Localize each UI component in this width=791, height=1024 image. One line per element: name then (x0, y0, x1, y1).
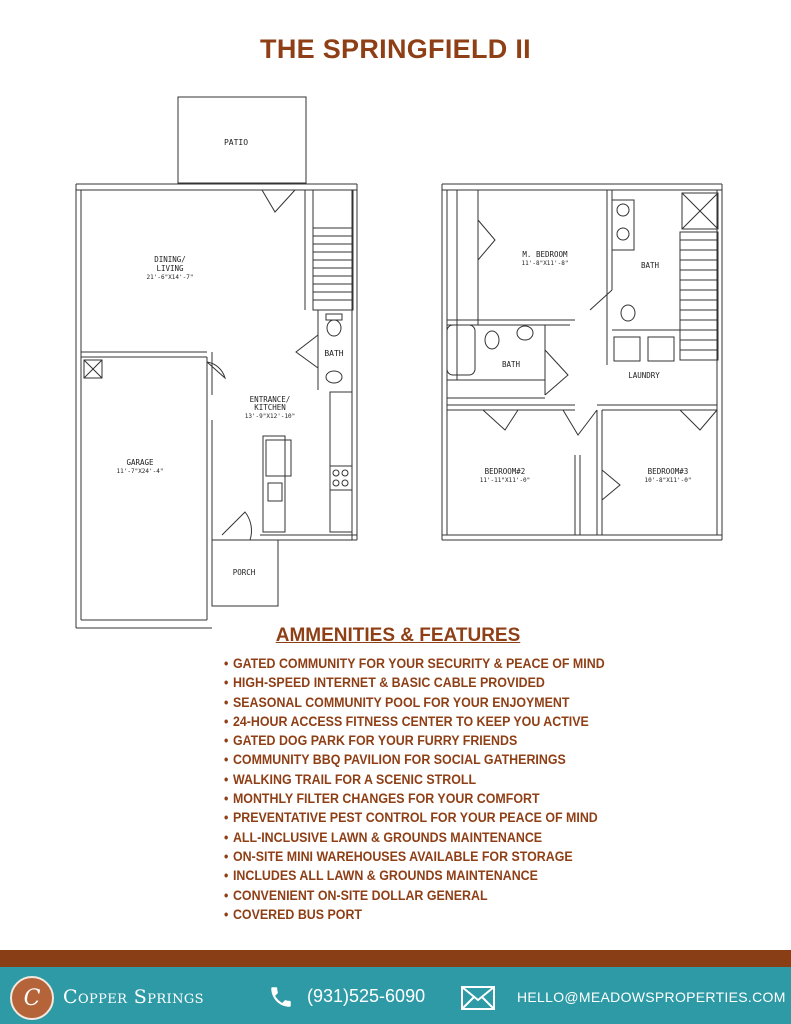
page-title: THE SPRINGFIELD II (260, 34, 531, 64)
phone-icon (268, 984, 294, 1010)
garage-size: 11'-7"X24'-4" (116, 468, 164, 475)
footer-stripe (0, 950, 791, 967)
first-floor-plan (76, 97, 357, 628)
dining-living-label: DINING/ (154, 255, 186, 264)
amenity-item: • 24-HOUR ACCESS FITNESS CENTER TO KEEP YOU ACTIVE (224, 712, 605, 731)
email-address[interactable]: HELLO@MEADOWSPROPERTIES.COM (517, 989, 786, 1005)
amenity-item: • ALL-INCLUSIVE LAWN & GROUNDS MAINTENANCE (224, 828, 605, 847)
porch-label: PORCH (232, 568, 256, 577)
dining-living-label-2: LIVING (156, 264, 184, 273)
amenity-item: • WALKING TRAIL FOR A SCENIC STROLL (224, 770, 605, 789)
floor-plan (0, 90, 791, 635)
envelope-icon (461, 986, 495, 1010)
bath-upper-label: BATH (640, 261, 660, 270)
amenity-item: • COMMUNITY BBQ PAVILION FOR SOCIAL GATHERINGS (224, 750, 605, 769)
brand-name: Copper Springs (63, 986, 204, 1008)
master-bedroom-label: M. BEDROOM (522, 250, 568, 259)
entrance-kitchen-size: 13'-9"X12'-10" (244, 413, 296, 420)
master-bedroom-size: 11'-8"X11'-8" (521, 260, 569, 267)
entrance-kitchen-label-2: KITCHEN (254, 403, 286, 412)
amenity-item: • HIGH-SPEED INTERNET & BASIC CABLE PROVIDED (224, 673, 605, 692)
laundry-label: LAUNDRY (628, 371, 660, 380)
bedroom3-label: BEDROOM#3 (647, 467, 689, 476)
amenity-item: • SEASONAL COMMUNITY POOL FOR YOUR ENJOYMENT (224, 693, 605, 712)
amenities-heading: AMMENITIES & FEATURES (275, 625, 521, 646)
garage-label: GARAGE (126, 458, 154, 467)
bedroom3-size: 10'-8"X11'-0" (644, 477, 692, 484)
bedroom2-size: 11'-11"X11'-0" (479, 477, 531, 484)
patio-label: PATIO (223, 138, 249, 147)
second-floor-plan (442, 184, 722, 540)
amenity-item: • MONTHLY FILTER CHANGES FOR YOUR COMFORT (224, 789, 605, 808)
entrance-kitchen-label: ENTRANCE/ (249, 395, 291, 404)
amenity-item: • ON-SITE MINI WAREHOUSES AVAILABLE FOR STORAGE (224, 847, 605, 866)
bath-label: BATH (324, 349, 344, 358)
amenity-item: • INCLUDES ALL LAWN & GROUNDS MAINTENANCE (224, 866, 605, 885)
dining-living-size: 21'-6"X14'-7" (146, 274, 194, 281)
amenity-item: • GATED COMMUNITY FOR YOUR SECURITY & PEACE OF MIND (224, 654, 605, 673)
amenity-item: • COVERED BUS PORT (224, 905, 605, 924)
amenity-item: • GATED DOG PARK FOR YOUR FURRY FRIENDS (224, 731, 605, 750)
amenity-item: • PREVENTATIVE PEST CONTROL FOR YOUR PEACE OF MIND (224, 808, 605, 827)
amenity-item: • CONVENIENT ON-SITE DOLLAR GENERAL (224, 886, 605, 905)
copper-springs-logo: C (10, 976, 54, 1020)
phone-number[interactable]: (931)525-6090 (307, 986, 426, 1006)
bath-lower-label: BATH (501, 360, 521, 369)
bedroom2-label: BEDROOM#2 (484, 467, 526, 476)
amenities-list (224, 654, 638, 924)
